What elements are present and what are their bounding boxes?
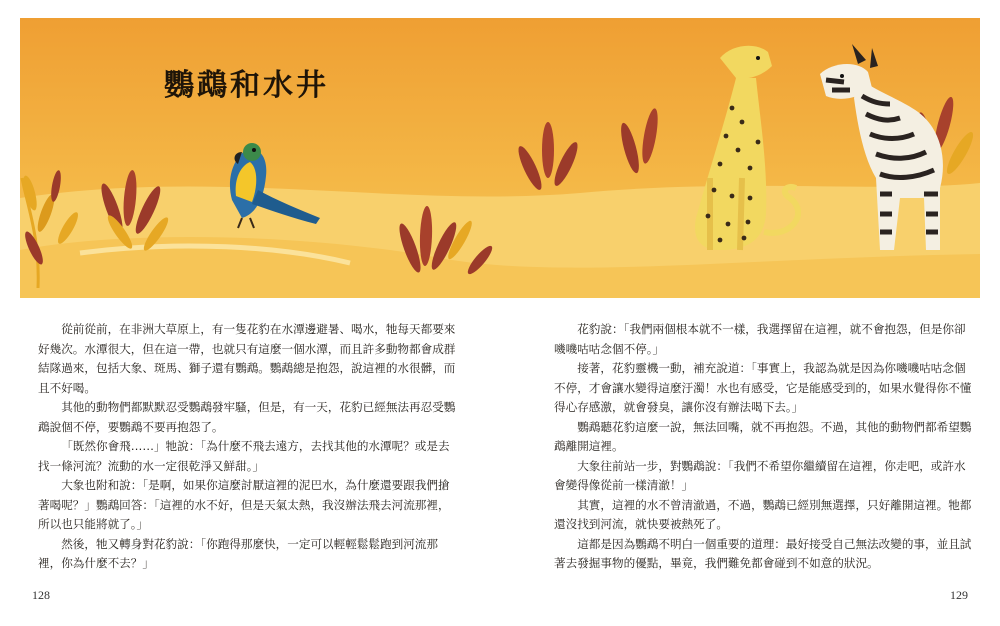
page-number-left: 128 <box>32 588 50 602</box>
paragraph: 其實，這裡的水不曾清澈過，不過，鸚鵡已經別無選擇，只好離開這裡。牠都還沒找到河流，就快要被熱死了。 <box>554 497 972 531</box>
paragraph: 從前從前，在非洲大草原上，有一隻花豹在水潭邊避暑、喝水，牠每天都要來好幾次。水潭很大，但在這一帶，也就只有這麼一個水潭，而且許多動物都會成群結隊過來，包括大象、斑馬、獅子還有鸚鵡。鸚鵡總是抱怨，說這裡的水很髒，而且不好喝。 <box>38 322 456 395</box>
paragraph: 大象也附和說：「是啊，如果你這麼討厭這裡的泥巴水，為什麼還要跟我們搶著喝呢？」鸚鵡回答：「這裡的水不好，但是天氣太熱，我沒辦法飛去河流那裡，所以也只能將就了。」 <box>38 478 450 531</box>
page-number-right: 129 <box>950 588 968 602</box>
paragraph: 然後，牠又轉身對花豹說：「你跑得那麼快，一定可以輕輕鬆鬆跑到河流那裡，你為什麼不去？」 <box>38 536 438 570</box>
paragraph: 「既然你會飛……」牠說：「為什麼不飛去遠方，去找其他的水潭呢？或是去找一條河流？流動的水一定很乾淨又鮮甜。」 <box>38 439 450 473</box>
paragraph: 花豹說：「我們兩個根本就不一樣，我選擇留在這裡，就不會抱怨，但是你卻嘰嘰咕咕念個不停。」 <box>554 322 966 356</box>
left-page-text <box>38 320 458 574</box>
paragraph: 接著，花豹靈機一動，補充說道：「事實上，我認為就是因為你嘰嘰咕咕念個不停，才會讓水變得這麼汙濁！水也有感受，它是能感受到的，如果水覺得你不懂得心存感激，就會發臭，讓你沒有辦法喝下去。」 <box>554 361 972 414</box>
paragraph: 這都是因為鸚鵡不明白一個重要的道理：最好接受自己無法改變的事，並且試著去發掘事物的優點，畢竟，我們難免都會碰到不如意的狀況。 <box>554 536 972 570</box>
paragraph: 其他的動物們都默默忍受鸚鵡發牢騷，但是，有一天，花豹已經無法再忍受鸚鵡說個不停，要鸚鵡不要再抱怨了。 <box>38 400 456 434</box>
paragraph: 鸚鵡聽花豹這麼一說，無法回嘴，就不再抱怨。不過，其他的動物們都希望鸚鵡離開這裡。 <box>554 419 972 453</box>
paragraph: 大象往前站一步，對鸚鵡說：「我們不希望你繼續留在這裡，你走吧，或許水會變得像從前一樣清澈！」 <box>554 458 966 492</box>
story-title: 鸚鵡和水井 <box>164 68 329 103</box>
right-page-text <box>554 320 974 574</box>
